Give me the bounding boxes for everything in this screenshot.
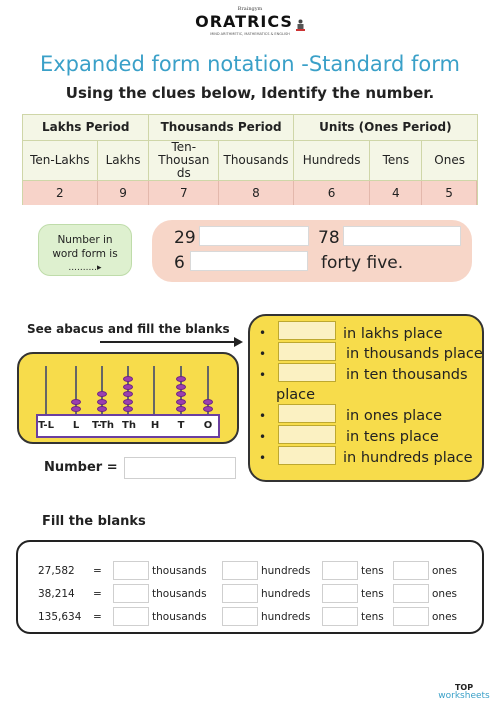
page-title: Expanded form notation -Standard form [39,52,460,76]
place-ten-thousands: in ten thousands [346,367,468,383]
bullet-icon: • [259,430,267,444]
fb-word-hundreds: hundreds [261,588,311,600]
fb-thousands-blank[interactable] [113,584,149,603]
arrow-right-icon: ▸ [97,263,102,273]
ten-thousands-blank[interactable] [278,363,336,382]
abacus-label-h: H [150,420,160,431]
word-form-label: Number in word form is ..........▸ [38,224,132,276]
fb-ones-blank[interactable] [393,584,429,603]
tens-blank[interactable] [278,425,336,444]
fb-hundreds-blank[interactable] [222,584,258,603]
place-tens: in tens place [346,429,439,445]
abacus-label-l: L [72,420,80,431]
abacus-bead [71,406,81,412]
logo-brand: ORATRICS [195,12,293,31]
fb-word-ones: ones [432,588,458,600]
place-ones: in ones place [346,408,442,424]
digit-lakhs: 9 [98,181,150,205]
digit-tens: 4 [370,181,422,205]
fb-tens-blank[interactable] [322,561,358,580]
bullet-icon: • [259,409,267,423]
abacus-label-tl: T-L [38,420,54,431]
word-part-1: 29 [174,228,196,248]
fb-number-2: 38,214 [38,588,75,600]
word-blank-3[interactable] [190,251,308,271]
teacher-figure-icon [296,16,305,28]
fb-word-thousands: thousands [152,611,207,623]
period-thousands: Thousands Period [149,115,293,140]
word-blank-2[interactable] [343,226,461,246]
fb-word-thousands: thousands [152,565,207,577]
abacus-bead [97,399,107,405]
word-blank-1[interactable] [199,226,309,246]
fb-word-thousands: thousands [152,588,207,600]
digit-ones: 5 [422,181,477,205]
number-label: Number = [44,460,118,475]
digit-ten-lakhs: 2 [23,181,98,205]
period-lakhs: Lakhs Period [23,115,149,140]
period-header-row [23,115,477,141]
fb-hundreds-blank[interactable] [222,607,258,626]
abacus-bead [71,399,81,405]
digit-hundreds: 6 [294,181,371,205]
digit-values-row [23,181,477,205]
fb-eq-2: = [93,588,102,600]
place-ten-thousands-wrap: place [276,387,316,403]
fb-number-3: 135,634 [38,611,82,623]
abacus-bead [97,391,107,397]
place-lakhs: in lakhs place [343,326,443,342]
abacus-bead [203,406,213,412]
fb-word-tens: tens [361,565,384,577]
col-ten-thousands: Ten-Thousands [149,141,219,180]
fb-word-hundreds: hundreds [261,611,311,623]
number-input[interactable] [124,457,236,479]
ones-blank[interactable] [278,404,336,423]
abacus-bead [203,399,213,405]
abacus-instruction: See abacus and fill the blanks [27,322,230,336]
abacus-bead [176,376,186,382]
abacus-bead [97,406,107,412]
abacus-label-o: O [203,420,213,431]
fb-tens-blank[interactable] [322,584,358,603]
abacus-bead [123,399,133,405]
fill-blanks-title: Fill the blanks [42,514,146,529]
place-hundreds: in hundreds place [343,450,473,466]
footer-top: TOP [454,683,474,692]
abacus-bead [176,384,186,390]
fb-thousands-blank[interactable] [113,607,149,626]
fb-tens-blank[interactable] [322,607,358,626]
column-header-row [23,141,477,181]
digit-thousands: 8 [219,181,294,205]
fb-word-ones: ones [432,565,458,577]
col-thousands: Thousands [219,141,294,180]
col-tens: Tens [370,141,422,180]
hundreds-blank[interactable] [278,446,336,465]
thousands-blank[interactable] [278,342,336,361]
abacus-label-tth: T-Th [92,420,114,431]
footer-logo [430,683,498,701]
word-part-3: 6 [174,253,185,273]
abacus-rod [153,366,155,414]
bullet-icon: • [259,347,267,361]
fb-number-1: 27,582 [38,565,75,577]
abacus-bead [123,406,133,412]
arrow-head-icon [234,337,243,347]
fb-eq-1: = [93,565,102,577]
abacus-rod [45,366,47,414]
instructions: Using the clues below, Identify the number. [65,84,435,102]
bullet-icon: • [259,326,267,340]
footer-worksheets: worksheets [438,691,490,701]
logo-tagline: MIND ARITHMETIC, MATHEMATICS & ENGLISH [210,32,290,36]
fb-eq-3: = [93,611,102,623]
word-part-4: forty five. [321,253,404,273]
col-lakhs: Lakhs [98,141,150,180]
fb-ones-blank[interactable] [393,607,429,626]
place-value-table [22,114,478,205]
fb-word-hundreds: hundreds [261,565,311,577]
abacus-bead [123,384,133,390]
bullet-icon: • [259,451,267,465]
bullet-icon: • [259,368,267,382]
digit-ten-thousands: 7 [149,181,219,205]
word-part-2: 78 [318,228,340,248]
abacus-bead [176,391,186,397]
fb-word-tens: tens [361,611,384,623]
abacus-bead [176,399,186,405]
lakhs-blank[interactable] [278,321,336,340]
period-units: Units (Ones Period) [319,120,452,134]
arrow-line [100,341,238,343]
abacus-bead [123,391,133,397]
fb-ones-blank[interactable] [393,561,429,580]
col-ten-lakhs: Ten-Lakhs [23,141,98,180]
abacus-bead [176,406,186,412]
fb-word-tens: tens [361,588,384,600]
fb-hundreds-blank[interactable] [222,561,258,580]
col-hundreds: Hundreds [294,141,371,180]
fb-thousands-blank[interactable] [113,561,149,580]
logo-flourish: Braingym [237,6,263,12]
col-ones: Ones [434,153,465,167]
fb-word-ones: ones [432,611,458,623]
abacus-bead [123,376,133,382]
place-thousands: in thousands place [346,346,483,362]
logo [0,6,500,36]
abacus-label-th: Th [122,420,136,431]
abacus-label-t: T [177,420,185,431]
